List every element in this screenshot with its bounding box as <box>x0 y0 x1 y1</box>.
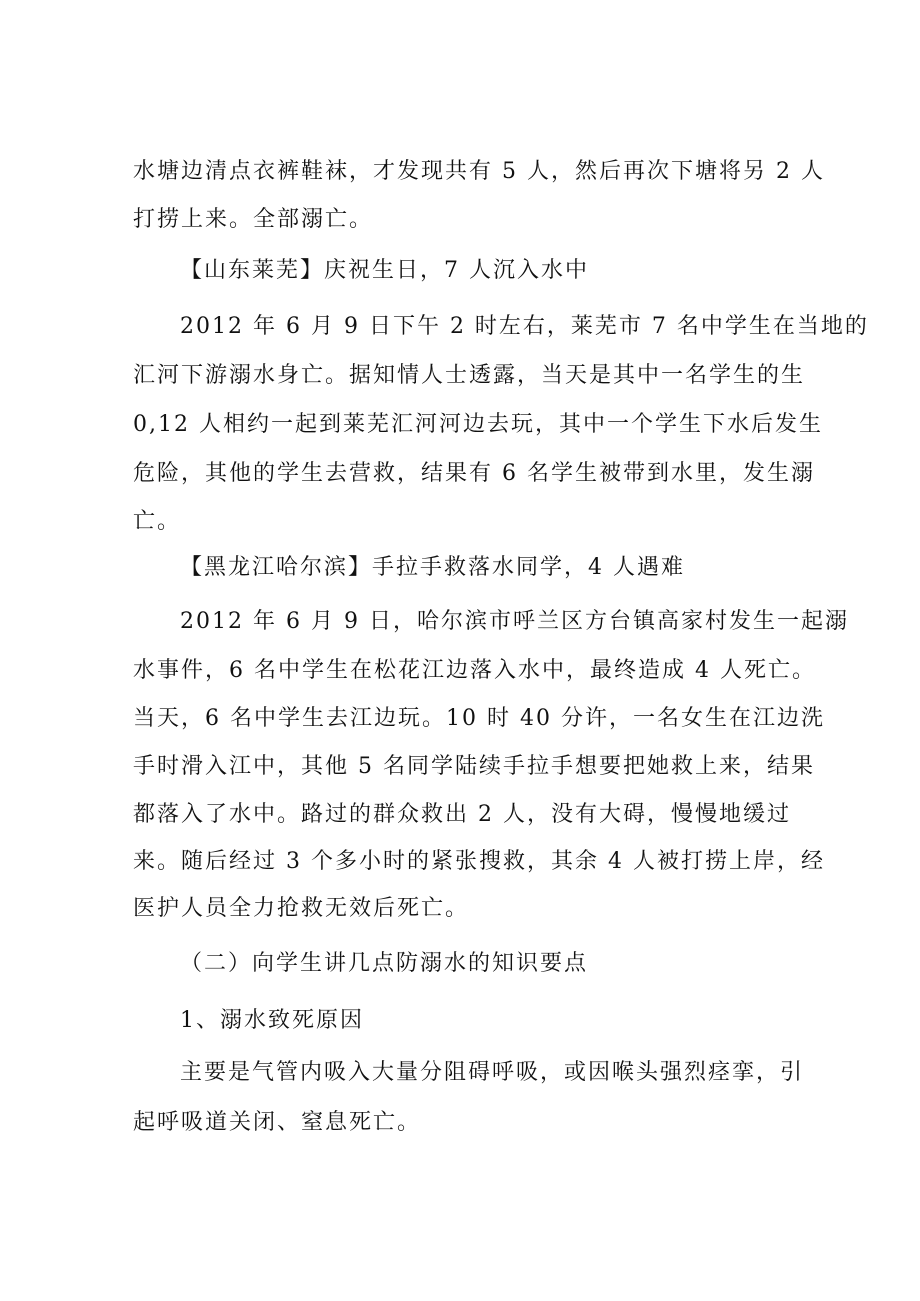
text-line: 0,12 人相约一起到莱芜汇河河边去玩，其中一个学生下水后发生 <box>133 412 823 437</box>
text-line: 主要是气管内吸入大量分阻碍呼吸，或因喉头强烈痉挛，引 <box>180 1060 805 1085</box>
text-line: 医护人员全力抢救无效后死亡。 <box>133 896 470 921</box>
text-line: 汇河下游溺水身亡。据知情人士透露，当天是其中一名学生的生 <box>133 363 806 388</box>
section-heading: （二）向学生讲几点防溺水的知识要点 <box>180 951 589 976</box>
text-line: 当天，6 名中学生去江边玩。10 时 40 分许，一名女生在江边洗 <box>133 706 825 731</box>
section-heading: 【黑龙江哈尔滨】手拉手救落水同学，4 人遇难 <box>180 555 685 580</box>
text-line: 来。随后经过 3 个多小时的紧张搜救，其余 4 人被打捞上岸，经 <box>133 849 825 874</box>
text-line: 打捞上来。全部溺亡。 <box>133 207 374 232</box>
text-line: 起呼吸道关闭、窒息死亡。 <box>133 1110 422 1135</box>
text-line: 2012 年 6 月 9 日，哈尔滨市呼兰区方台镇高家村发生一起溺 <box>180 609 849 634</box>
subsection-heading: 1、溺水致死原因 <box>180 1008 364 1033</box>
text-line: 危险，其他的学生去营救，结果有 6 名学生被带到水里，发生溺 <box>133 461 815 486</box>
section-heading: 【山东莱芜】庆祝生日，7 人沉入水中 <box>180 258 589 283</box>
text-line: 手时滑入江中，其他 5 名同学陆续手拉手想要把她救上来，结果 <box>133 754 815 779</box>
text-line: 2012 年 6 月 9 日下午 2 时左右，莱芜市 7 名中学生在当地的 <box>180 314 869 339</box>
text-line: 亡。 <box>133 509 182 534</box>
text-line: 水塘边清点衣裤鞋袜，才发现共有 5 人，然后再次下塘将另 2 人 <box>133 159 825 184</box>
text-line: 水事件，6 名中学生在松花江边落入水中，最终造成 4 人死亡。 <box>133 658 816 683</box>
text-line: 都落入了水中。路过的群众救出 2 人，没有大碍，慢慢地缓过 <box>133 802 791 827</box>
